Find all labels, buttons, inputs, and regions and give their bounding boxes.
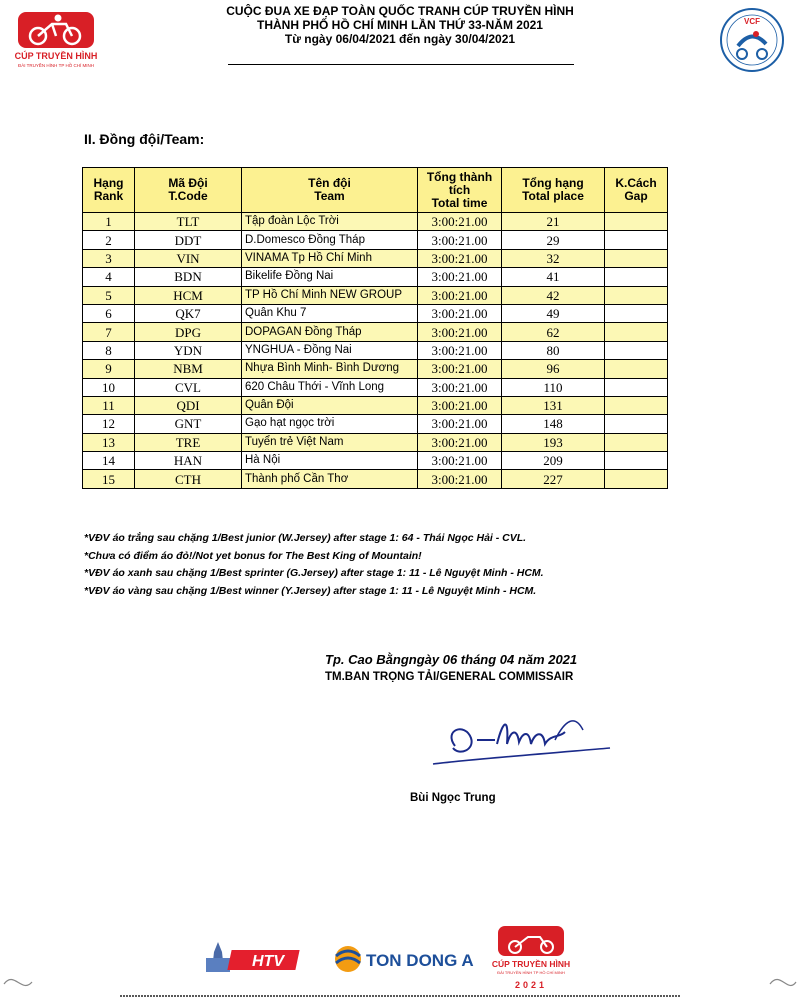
cell-time: 3:00:21.00 — [418, 231, 502, 249]
cell-gap — [605, 470, 668, 488]
cell-gap — [605, 231, 668, 249]
table-row — [83, 396, 668, 414]
cell-place: 227 — [502, 470, 605, 488]
header-line3: Từ ngày 06/04/2021 đến ngày 30/04/2021 — [284, 32, 516, 46]
header-team: Tên đội Team — [242, 168, 418, 213]
cell-place: 80 — [502, 341, 605, 359]
cell-gap — [605, 286, 668, 304]
note-line: *VĐV áo vàng sau chặng 1/Best winner (Y.Jersey) after stage 1: 11 - Lê Nguyệt Minh - HCM. — [84, 584, 537, 597]
tondonga-logo — [335, 946, 474, 972]
cell-gap — [605, 323, 668, 341]
htv-logo-text: HTV — [252, 953, 284, 970]
left-logo-subtext: ĐÀI TRUYỀN HÌNH TP HỒ CHÍ MINH — [17, 63, 95, 68]
header-total-time: Tổng thành tích Total time — [418, 168, 502, 213]
cup-truyen-hinh-footer-logo — [492, 926, 570, 990]
cell-code: TLT — [135, 213, 242, 231]
cell-team: Bikelife Đồng Nai — [242, 268, 418, 286]
cell-code: HAN — [135, 452, 242, 470]
cell-team: YNGHUA - Đồng Nai — [242, 341, 418, 359]
cell-rank: 2 — [83, 231, 135, 249]
cell-gap — [605, 249, 668, 267]
tondonga-logo-text: TON DONG A — [366, 951, 474, 970]
cell-time: 3:00:21.00 — [418, 470, 502, 488]
cell-rank: 13 — [83, 433, 135, 451]
cell-gap — [605, 433, 668, 451]
cell-place: 41 — [502, 268, 605, 286]
cell-team: Quân Khu 7 — [242, 304, 418, 322]
sponsor-footer — [0, 920, 800, 1000]
cell-rank: 3 — [83, 249, 135, 267]
table-row — [83, 341, 668, 359]
cell-rank: 1 — [83, 213, 135, 231]
cell-time: 3:00:21.00 — [418, 360, 502, 378]
cell-code: HCM — [135, 286, 242, 304]
cell-code: DPG — [135, 323, 242, 341]
cell-gap — [605, 452, 668, 470]
cell-time: 3:00:21.00 — [418, 213, 502, 231]
header-line2: THÀNH PHỐ HỒ CHÍ MINH LẦN THỨ 33-NĂM 2021 — [257, 18, 543, 32]
cell-time: 3:00:21.00 — [418, 286, 502, 304]
cell-gap — [605, 268, 668, 286]
cell-place: 193 — [502, 433, 605, 451]
cell-place: 21 — [502, 213, 605, 231]
table-row — [83, 378, 668, 396]
cell-gap — [605, 396, 668, 414]
note-line: *VĐV áo trắng sau chặng 1/Best junior (W.Jersey) after stage 1: 64 - Thái Ngọc Hải - CVL. — [84, 532, 527, 544]
document-header — [150, 4, 650, 46]
cell-code: NBM — [135, 360, 242, 378]
cell-place: 29 — [502, 231, 605, 249]
cell-code: VIN — [135, 249, 242, 267]
cell-code: CTH — [135, 470, 242, 488]
cell-place: 42 — [502, 286, 605, 304]
cell-rank: 11 — [83, 396, 135, 414]
cell-code: QK7 — [135, 304, 242, 322]
cell-code: BDN — [135, 268, 242, 286]
cell-team: Quân Đội — [242, 396, 418, 414]
table-row — [83, 268, 668, 286]
cup-footer-subtext: ĐÀI TRUYỀN HÌNH TP HỒ CHÍ MINH — [497, 970, 565, 975]
jersey-notes — [84, 530, 544, 600]
cell-gap — [605, 378, 668, 396]
cell-code: QDI — [135, 396, 242, 414]
cell-place: 62 — [502, 323, 605, 341]
cell-team: 620 Châu Thới - Vĩnh Long — [242, 378, 418, 396]
cup-footer-text: CÚP TRUYỀN HÌNH — [491, 959, 571, 969]
cell-code: GNT — [135, 415, 242, 433]
cell-team: VINAMA Tp Hồ Chí Minh — [242, 249, 418, 267]
section-title: II. Đồng đội/Team: — [84, 131, 205, 147]
htv-logo — [206, 942, 300, 972]
handwritten-signature — [425, 700, 615, 780]
cell-code: CVL — [135, 378, 242, 396]
cup-truyen-hinh-logo — [6, 8, 106, 70]
cell-gap — [605, 360, 668, 378]
table-row — [83, 452, 668, 470]
cell-team: Tuyển trẻ Việt Nam — [242, 433, 418, 451]
cell-time: 3:00:21.00 — [418, 268, 502, 286]
cell-team: Tập đoàn Lộc Trời — [242, 213, 418, 231]
vcf-logo-text: VCF — [744, 17, 760, 26]
cell-gap — [605, 213, 668, 231]
cell-time: 3:00:21.00 — [418, 433, 502, 451]
header-rank: Hạng Rank — [83, 168, 135, 213]
cell-gap — [605, 304, 668, 322]
team-results-table — [82, 167, 668, 489]
cell-time: 3:00:21.00 — [418, 396, 502, 414]
cell-rank: 9 — [83, 360, 135, 378]
cell-place: 32 — [502, 249, 605, 267]
note-line: *VĐV áo xanh sau chặng 1/Best sprinter (G.Jersey) after stage 1: 11 - Lê Nguyệt Minh - HCM. — [84, 567, 544, 579]
table-row — [83, 249, 668, 267]
vcf-logo — [718, 6, 786, 74]
table-row — [83, 433, 668, 451]
cell-rank: 14 — [83, 452, 135, 470]
table-row — [83, 415, 668, 433]
cell-team: Hà Nội — [242, 452, 418, 470]
cup-footer-year: 2021 — [514, 980, 548, 990]
table-row — [83, 323, 668, 341]
cell-time: 3:00:21.00 — [418, 341, 502, 359]
cell-code: YDN — [135, 341, 242, 359]
cell-time: 3:00:21.00 — [418, 378, 502, 396]
cell-rank: 15 — [83, 470, 135, 488]
table-row — [83, 213, 668, 231]
header-divider — [228, 64, 574, 65]
commissair-title: TM.BAN TRỌNG TẢI/GENERAL COMMISSAIR — [325, 671, 574, 683]
cell-team: Gạo hạt ngọc trời — [242, 415, 418, 433]
cell-time: 3:00:21.00 — [418, 323, 502, 341]
signer-name: Bùi Ngọc Trung — [410, 792, 496, 804]
table-header-row — [83, 168, 668, 213]
cell-time: 3:00:21.00 — [418, 304, 502, 322]
cell-code: DDT — [135, 231, 242, 249]
cell-team: Thành phố Cần Thơ — [242, 470, 418, 488]
table-row — [83, 360, 668, 378]
cell-place: 110 — [502, 378, 605, 396]
note-line: *Chưa có điểm áo đỏ!/Not yet bonus for The Best King of Mountain! — [84, 549, 422, 562]
cell-place: 148 — [502, 415, 605, 433]
cell-place: 131 — [502, 396, 605, 414]
table-row — [83, 286, 668, 304]
cell-time: 3:00:21.00 — [418, 249, 502, 267]
table-row — [83, 304, 668, 322]
cell-rank: 8 — [83, 341, 135, 359]
cell-gap — [605, 415, 668, 433]
cell-time: 3:00:21.00 — [418, 452, 502, 470]
cell-place: 96 — [502, 360, 605, 378]
cell-rank: 7 — [83, 323, 135, 341]
header-total-place: Tổng hạng Total place — [502, 168, 605, 213]
cell-time: 3:00:21.00 — [418, 415, 502, 433]
header-line1: CUỘC ĐUA XE ĐẠP TOÀN QUỐC TRANH CÚP TRUYỀN HÌNH — [226, 4, 574, 18]
cell-team: Nhựa Bình Minh- Bình Dương — [242, 360, 418, 378]
header-gap: K.Cách Gap — [605, 168, 668, 213]
cell-rank: 6 — [83, 304, 135, 322]
cell-team: D.Domesco Đồng Tháp — [242, 231, 418, 249]
cell-gap — [605, 341, 668, 359]
cell-rank: 5 — [83, 286, 135, 304]
header-code: Mã Đội T.Code — [135, 168, 242, 213]
cell-team: TP Hồ Chí Minh NEW GROUP — [242, 286, 418, 304]
cell-rank: 4 — [83, 268, 135, 286]
left-logo-text: CÚP TRUYỀN HÌNH — [14, 51, 98, 61]
cell-rank: 10 — [83, 378, 135, 396]
cell-place: 49 — [502, 304, 605, 322]
cell-team: DOPAGAN Đồng Tháp — [242, 323, 418, 341]
cell-place: 209 — [502, 452, 605, 470]
cell-rank: 12 — [83, 415, 135, 433]
place-date: Tp. Cao Bằngngày 06 tháng 04 năm 2021 — [325, 652, 578, 667]
table-row — [83, 470, 668, 488]
table-row — [83, 231, 668, 249]
cell-code: TRE — [135, 433, 242, 451]
